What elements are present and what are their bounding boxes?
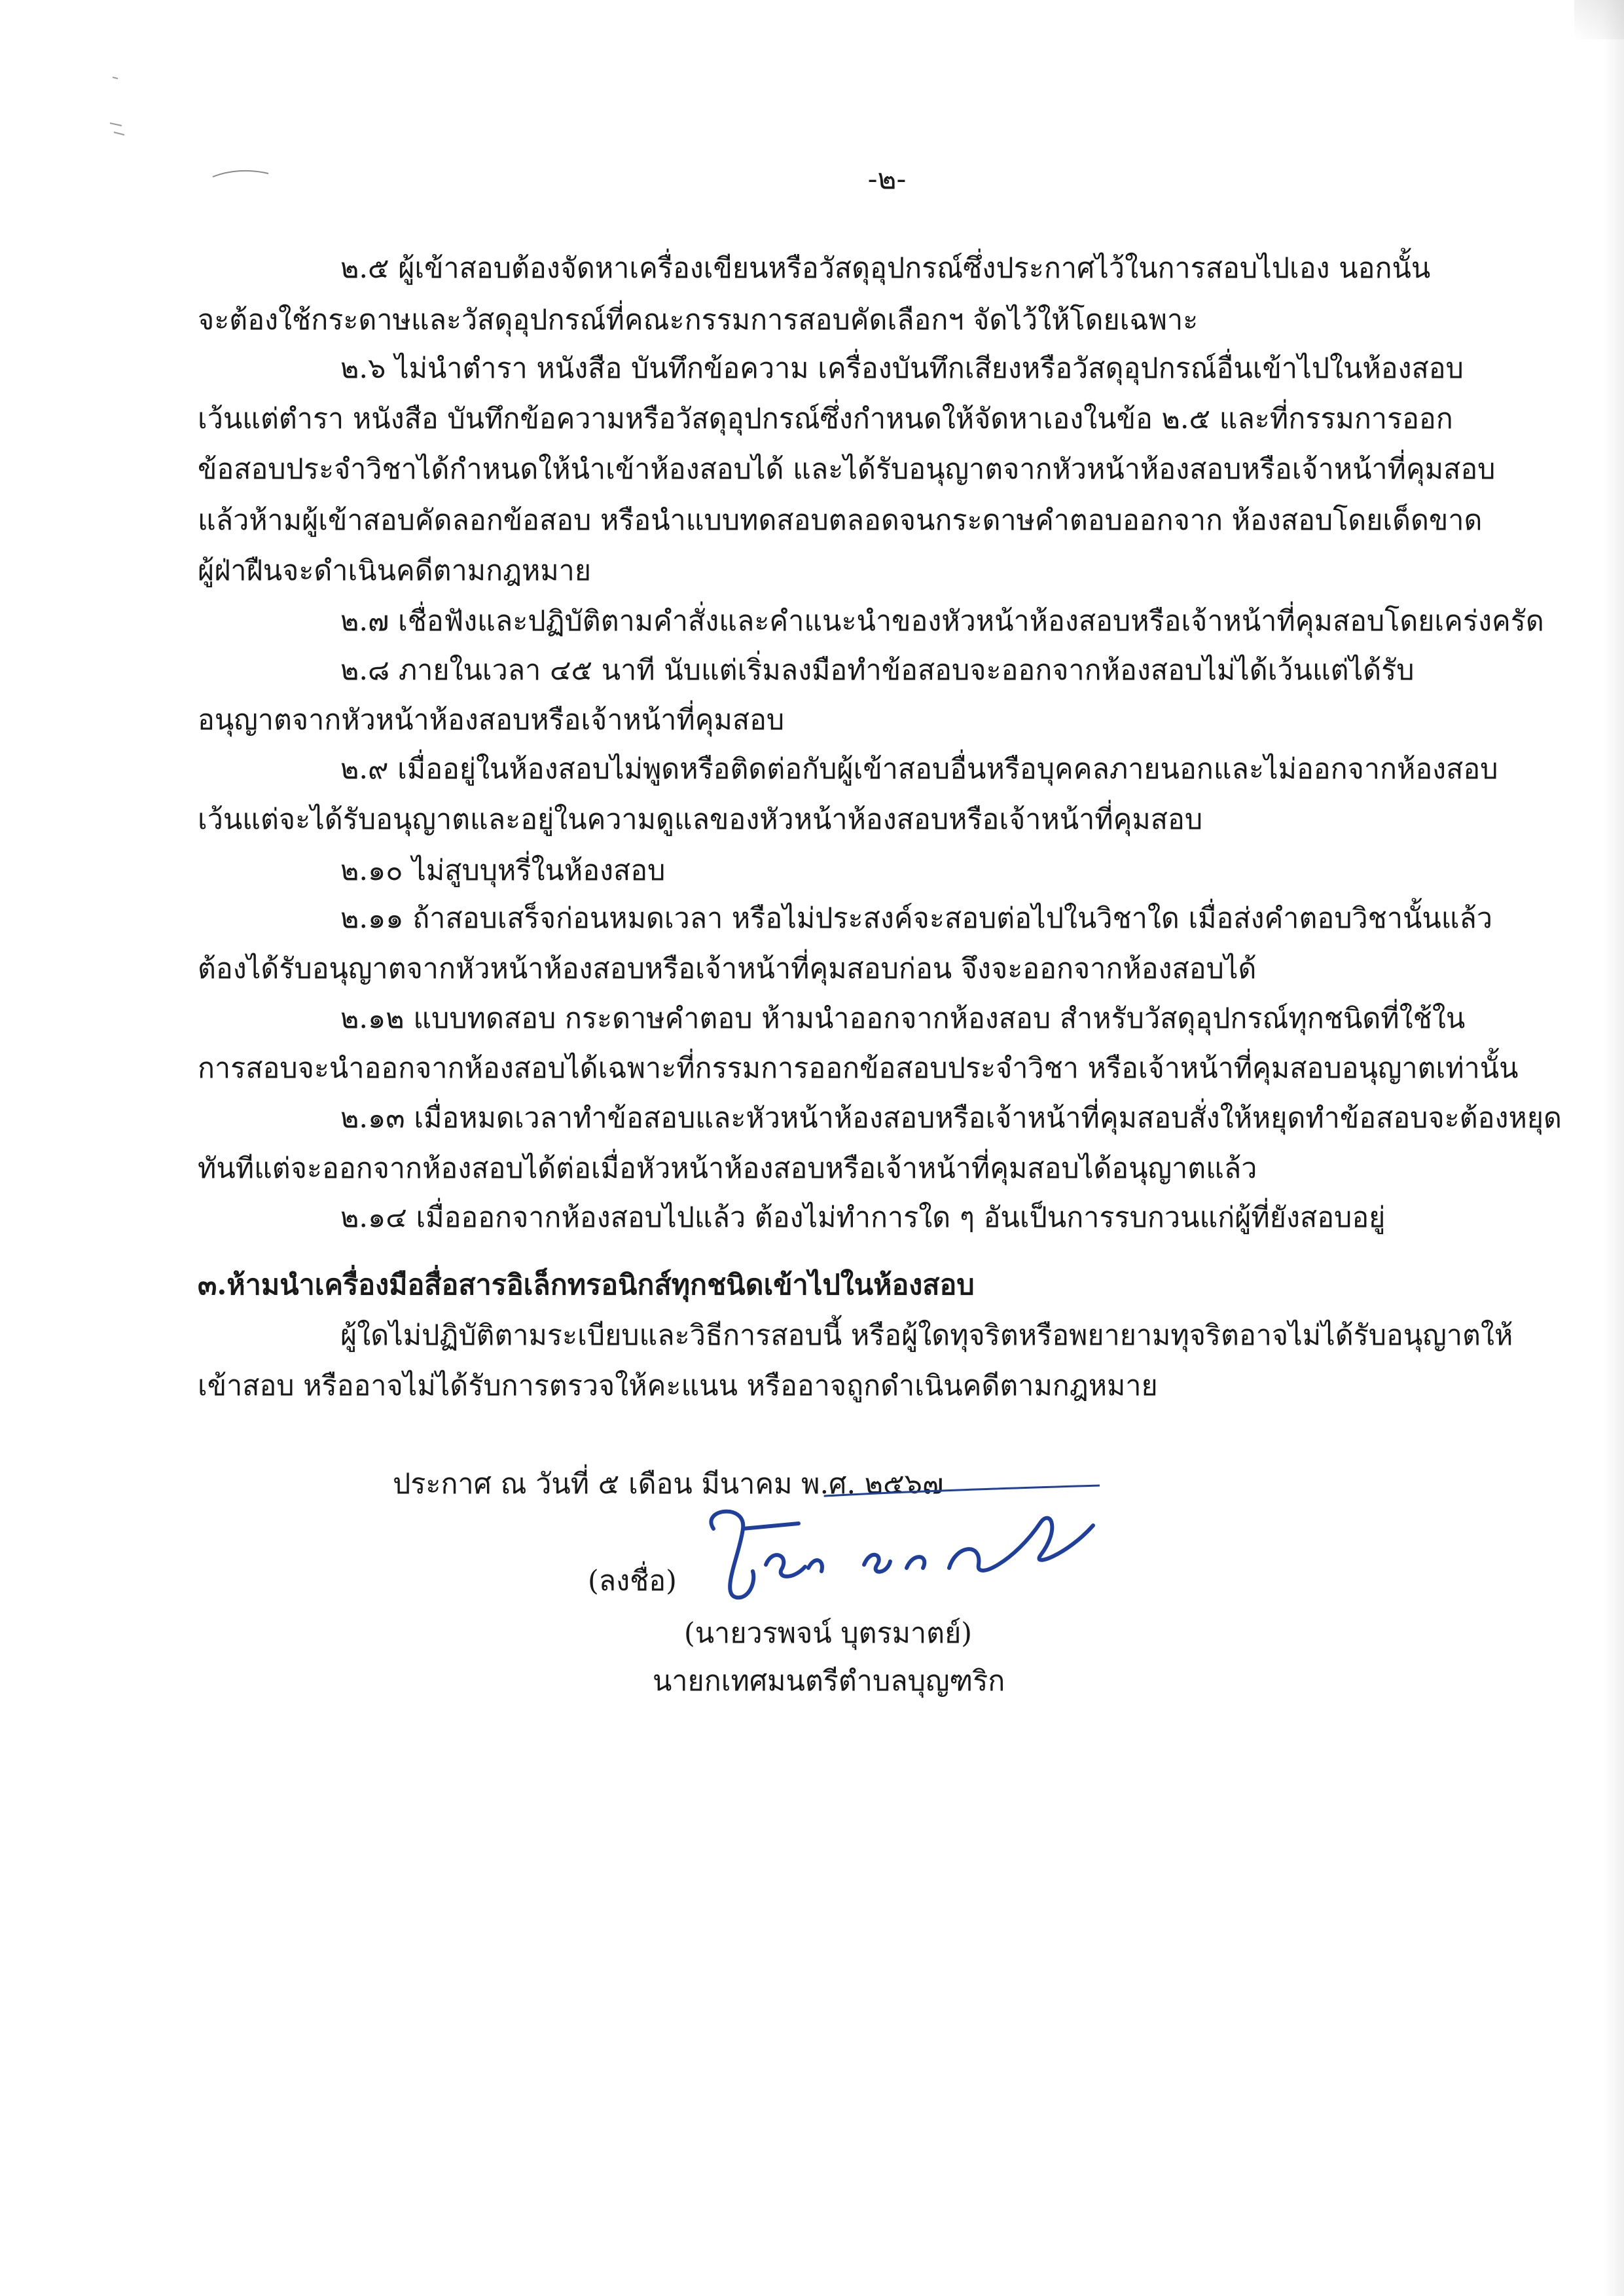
section-3-line-1: ผู้ใดไม่ปฏิบัติตามระเบียบและวิธีการสอบนี้ หรือผู้ใดทุจริตหรือพยายามทุจริตอาจไม่ได้รับอนุญาตให้ xyxy=(340,1319,1513,1352)
announcement-date: ประกาศ ณ วันที่ ๕ เดือน มีนาคม พ.ศ. ๒๕๖๗ xyxy=(393,1468,944,1501)
item-2-13-line-1: ๒.๑๓ เมื่อหมดเวลาทำข้อสอบและหัวหน้าห้องสอบหรือเจ้าหน้าที่คุมสอบสั่งให้หยุดทำข้อสอบจะต้องหยุด xyxy=(340,1102,1562,1135)
item-2-8-line-1: ๒.๘ ภายในเวลา ๔๕ นาที นับแต่เริ่มลงมือทำข้อสอบจะออกจากห้องสอบไม่ได้เว้นแต่ได้รับ xyxy=(340,654,1415,687)
item-2-8-line-2: อนุญาตจากหัวหน้าห้องสอบหรือเจ้าหน้าที่คุมสอบ xyxy=(198,704,785,737)
sign-label: (ลงชื่อ) xyxy=(588,1565,677,1597)
item-2-6-line-4: แล้วห้ามผู้เข้าสอบคัดลอกข้อสอบ หรือนำแบบทดสอบตลอดจนกระดาษคำตอบออกจาก ห้องสอบโดยเด็ดขาด xyxy=(198,504,1483,537)
item-2-11-line-1: ๒.๑๑ ถ้าสอบเสร็จก่อนหมดเวลา หรือไม่ประสงค์จะสอบต่อไปในวิชาใด เมื่อส่งคำตอบวิชานั้นแล้ว xyxy=(340,902,1492,935)
item-2-14-line-1: ๒.๑๔ เมื่อออกจากห้องสอบไปแล้ว ต้องไม่ทำการใด ๆ อันเป็นการรบกวนแก่ผู้ที่ยังสอบอยู่ xyxy=(340,1201,1386,1234)
scan-artifact-mark xyxy=(105,72,144,137)
item-2-9-line-1: ๒.๙ เมื่ออยู่ในห้องสอบไม่พูดหรือติดต่อกับผู้เข้าสอบอื่นหรือบุคคลภายนอกและไม่ออกจากห้องสอบ xyxy=(340,753,1498,786)
item-2-6-line-3: ข้อสอบประจำวิชาได้กำหนดให้นำเข้าห้องสอบได้ และได้รับอนุญาตจากหัวหน้าห้องสอบหรือเจ้าหน้าที่คุมสอบ xyxy=(198,453,1496,486)
section-3-heading: ๓.ห้ามนำเครื่องมือสื่อสารอิเล็กทรอนิกส์ทุกชนิดเข้าไปในห้องสอบ xyxy=(198,1269,975,1302)
item-2-6-line-1: ๒.๖ ไม่นำตำรา หนังสือ บันทึกข้อความ เครื่องบันทึกเสียงหรือวัสดุอุปกรณ์อื่นเข้าไปในห้องสอบ xyxy=(340,352,1464,385)
item-2-9-line-2: เว้นแต่จะได้รับอนุญาตและอยู่ในความดูแลของหัวหน้าห้องสอบหรือเจ้าหน้าที่คุมสอบ xyxy=(198,803,1203,836)
item-2-5-line-2: จะต้องใช้กระดาษและวัสดุอุปกรณ์ที่คณะกรรมการสอบคัดเลือกฯ จัดไว้ให้โดยเฉพาะ xyxy=(198,304,1199,337)
handwritten-signature xyxy=(674,1483,1100,1607)
signer-position: นายกเทศมนตรีตำบลบุญฑริก xyxy=(653,1665,1005,1698)
item-2-7-line-1: ๒.๗ เชื่อฟังและปฏิบัติตามคำสั่งและคำแนะนำของหัวหน้าห้องสอบหรือเจ้าหน้าที่คุมสอบโดยเคร่งครัด xyxy=(340,605,1544,638)
scan-edge-shadow xyxy=(1604,0,1624,2296)
item-2-12-line-1: ๒.๑๒ แบบทดสอบ กระดาษคำตอบ ห้ามนำออกจากห้องสอบ สำหรับวัสดุอุปกรณ์ทุกชนิดที่ใช้ใน xyxy=(340,1002,1466,1035)
page-number: -๒- xyxy=(867,162,907,196)
signer-name: (นายวรพจน์ บุตรมาตย์) xyxy=(684,1617,973,1650)
scan-artifact-stroke xyxy=(209,164,288,183)
item-2-10-line-1: ๒.๑๐ ไม่สูบบุหรี่ในห้องสอบ xyxy=(340,854,666,887)
item-2-12-line-2: การสอบจะนำออกจากห้องสอบได้เฉพาะที่กรรมการออกข้อสอบประจำวิชา หรือเจ้าหน้าที่คุมสอบอนุญาตเท่านั้น xyxy=(198,1052,1519,1085)
item-2-13-line-2: ทันทีแต่จะออกจากห้องสอบได้ต่อเมื่อหัวหน้าห้องสอบหรือเจ้าหน้าที่คุมสอบได้อนุญาตแล้ว xyxy=(198,1152,1257,1185)
item-2-6-line-5: ผู้ฝ่าฝืนจะดำเนินคดีตามกฎหมาย xyxy=(198,555,592,587)
item-2-6-line-2: เว้นแต่ตำรา หนังสือ บันทึกข้อความหรือวัสดุอุปกรณ์ซึ่งกำหนดให้จัดหาเองในข้อ ๒.๕ และที่กรรมการออก xyxy=(198,403,1453,435)
item-2-5-line-1: ๒.๕ ผู้เข้าสอบต้องจัดหาเครื่องเขียนหรือวัสดุอุปกรณ์ซึ่งประกาศไว้ในการสอบไปเอง นอกนั้น xyxy=(340,252,1431,285)
item-2-11-line-2: ต้องได้รับอนุญาตจากหัวหน้าห้องสอบหรือเจ้าหน้าที่คุมสอบก่อน จึงจะออกจากห้องสอบได้ xyxy=(198,953,1257,985)
scan-corner-shadow xyxy=(1574,0,1624,39)
section-3-line-2: เข้าสอบ หรืออาจไม่ได้รับการตรวจให้คะแนน หรืออาจถูกดำเนินคดีตามกฎหมาย xyxy=(198,1370,1158,1402)
